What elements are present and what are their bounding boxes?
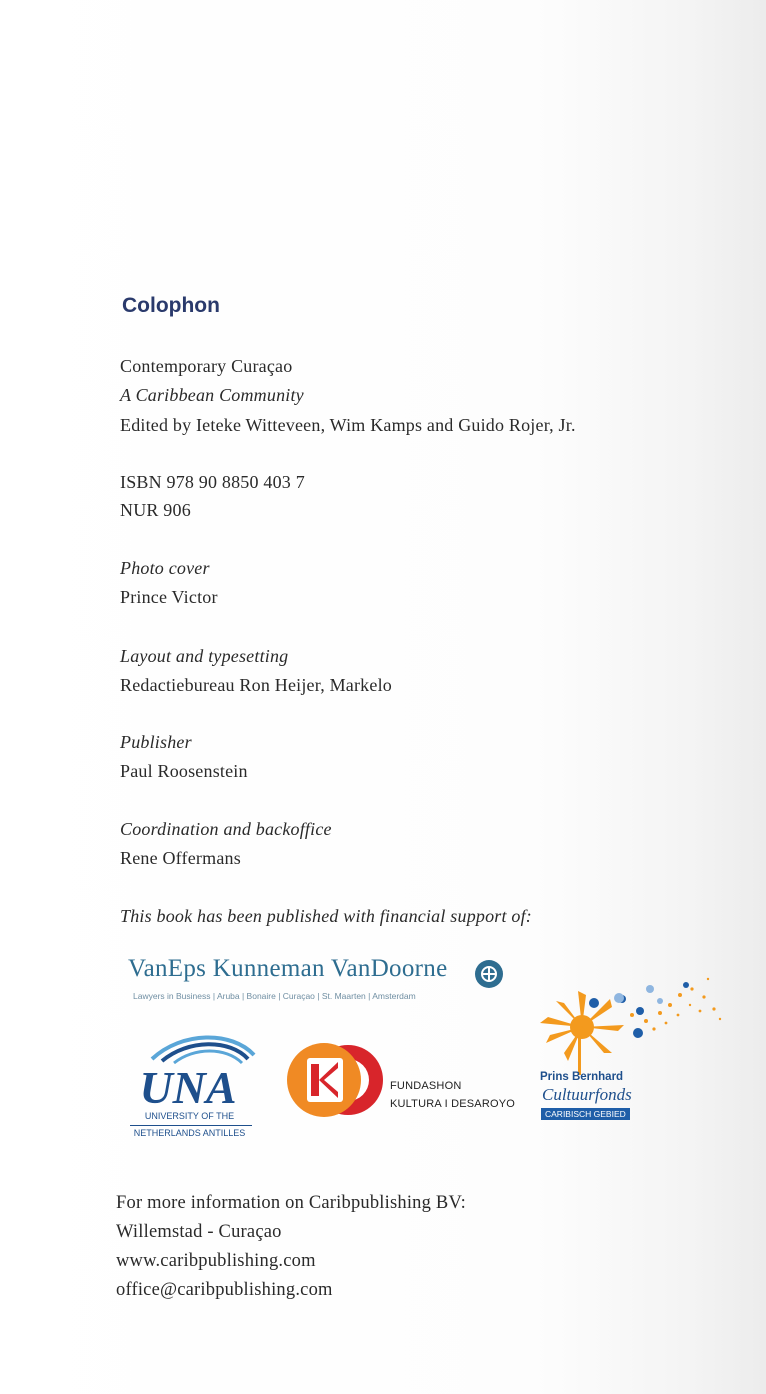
pb-line-1: Prins Bernhard: [540, 1071, 624, 1083]
book-editors: Edited by Ieteke Witteveen, Wim Kamps and Guido Rojer, Jr.: [120, 415, 576, 435]
vaneps-name: VanEps Kunneman VanDoorne: [128, 955, 448, 982]
vaneps-logo: [128, 955, 508, 1005]
pb-line-2: Cultuurfonds: [542, 1085, 632, 1104]
book-subtitle: A Caribbean Community: [120, 385, 304, 405]
pb-flower-icon: [520, 965, 730, 1075]
fundashon-line-2: KULTURA I DESAROYO: [390, 1098, 516, 1110]
book-title: Contemporary Curaçao: [120, 356, 293, 376]
una-mark-icon: [122, 1033, 257, 1109]
nur-code: NUR 906: [120, 500, 191, 520]
credit-role-publisher: Publisher: [120, 732, 192, 752]
credit-role-coordination: Coordination and backoffice: [120, 819, 332, 839]
vaneps-globe-icon: [474, 959, 504, 989]
footer-location: Willemstad - Curaçao: [116, 1222, 282, 1242]
fundashon-line-1: FUNDASHON: [390, 1080, 462, 1092]
una-mark: UNA: [139, 1062, 237, 1109]
credit-role-photo-cover: Photo cover: [120, 558, 210, 578]
una-line-2: NETHERLANDS ANTILLES: [133, 1128, 246, 1138]
prins-bernhard-logo: [520, 965, 730, 1140]
footer-website: www.caribpublishing.com: [116, 1251, 316, 1271]
credit-role-layout: Layout and typesetting: [120, 646, 289, 666]
credit-name-publisher: Paul Roosenstein: [120, 761, 248, 781]
credit-name-layout: Redactiebureau Ron Heijer, Markelo: [120, 675, 392, 695]
footer-info: For more information on Caribpublishing BV:: [116, 1193, 466, 1213]
isbn: ISBN 978 90 8850 403 7: [120, 472, 305, 492]
credit-name-photo-cover: Prince Victor: [120, 587, 218, 607]
credit-name-coordination: Rene Offermans: [120, 848, 241, 868]
pb-badge: CARIBISCH GEBIED: [541, 1108, 630, 1120]
fundashon-logo: [286, 1040, 516, 1120]
vaneps-tagline: Lawyers in Business | Aruba | Bonaire | Curaçao | St. Maarten | Amsterdam: [133, 991, 416, 1001]
una-logo: [122, 1033, 262, 1143]
una-rule: [130, 1125, 252, 1126]
footer-email: office@caribpublishing.com: [116, 1280, 333, 1300]
fundashon-mark-icon: [286, 1040, 386, 1120]
support-line: This book has been published with financial support of:: [120, 906, 532, 926]
una-line-1: UNIVERSITY OF THE: [144, 1111, 235, 1121]
page-title: Colophon: [122, 294, 220, 317]
